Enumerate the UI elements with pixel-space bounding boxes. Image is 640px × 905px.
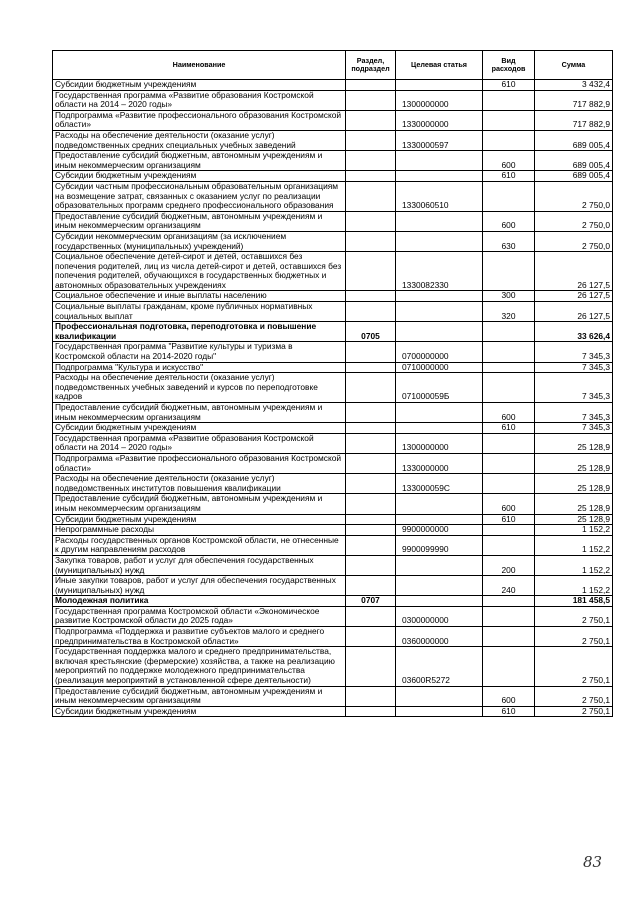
cell-section: 0705	[346, 322, 396, 342]
cell-target	[396, 576, 483, 596]
cell-sum: 26 127,5	[535, 291, 613, 302]
cell-section	[346, 151, 396, 171]
cell-type: 600	[483, 686, 535, 706]
cell-target: 0700000000	[396, 342, 483, 362]
cell-sum: 689 005,4	[535, 151, 613, 171]
cell-name: Подпрограмма «Развитие профессионального образования Костромской области»	[53, 110, 346, 130]
cell-section	[346, 433, 396, 453]
cell-section	[346, 171, 396, 182]
cell-target	[396, 423, 483, 434]
cell-section	[346, 514, 396, 525]
cell-name: Субсидии бюджетным учреждениям	[53, 171, 346, 182]
cell-name: Субсидии бюджетным учреждениям	[53, 514, 346, 525]
cell-section	[346, 555, 396, 575]
cell-type: 610	[483, 80, 535, 91]
cell-type: 320	[483, 302, 535, 322]
cell-section	[346, 423, 396, 434]
cell-type: 630	[483, 231, 535, 251]
cell-section	[346, 130, 396, 150]
cell-type	[483, 362, 535, 373]
cell-target: 1330082330	[396, 252, 483, 291]
cell-name: Расходы на обеспечение деятельности (оказание услуг) подведомственных институтов повышения квалификации	[53, 474, 346, 494]
table-row	[53, 474, 613, 494]
header-sum: Сумма	[535, 51, 613, 80]
cell-sum: 689 005,4	[535, 171, 613, 182]
cell-type	[483, 373, 535, 403]
cell-target: 071000059Б	[396, 373, 483, 403]
table-row	[53, 535, 613, 555]
cell-sum: 1 152,2	[535, 535, 613, 555]
cell-sum: 25 128,9	[535, 514, 613, 525]
header-section: Раздел, подраздел	[346, 51, 396, 80]
table-row	[53, 606, 613, 626]
header-target: Целевая статья	[396, 51, 483, 80]
cell-name: Подпрограмма «Поддержка и развитие субъектов малого и среднего предпринимательства в Костромской области»	[53, 627, 346, 647]
cell-type: 200	[483, 555, 535, 575]
table-row	[53, 627, 613, 647]
cell-section	[346, 291, 396, 302]
cell-target	[396, 231, 483, 251]
cell-section	[346, 373, 396, 403]
cell-target	[396, 686, 483, 706]
cell-target	[396, 151, 483, 171]
cell-name: Молодежная политика	[53, 596, 346, 607]
table-row	[53, 403, 613, 423]
cell-target: 133000059С	[396, 474, 483, 494]
cell-sum: 1 152,2	[535, 555, 613, 575]
cell-target: 1330000000	[396, 453, 483, 473]
header-type: Вид расходов	[483, 51, 535, 80]
cell-name: Субсидии бюджетным учреждениям	[53, 80, 346, 91]
cell-section	[346, 403, 396, 423]
cell-type	[483, 627, 535, 647]
table-row	[53, 423, 613, 434]
cell-type: 610	[483, 171, 535, 182]
table-row	[53, 555, 613, 575]
cell-sum: 7 345,3	[535, 423, 613, 434]
cell-section	[346, 706, 396, 717]
table-row	[53, 362, 613, 373]
cell-sum: 1 152,2	[535, 576, 613, 596]
cell-type	[483, 525, 535, 536]
cell-type	[483, 110, 535, 130]
cell-name: Субсидии частным профессиональным образовательным организациям на возмещение затрат, связанных с оказанием услуг по реализации образовательных программ среднего профессионального образования	[53, 181, 346, 211]
table-row	[53, 90, 613, 110]
cell-target: 1330000000	[396, 110, 483, 130]
cell-sum: 2 750,1	[535, 647, 613, 686]
cell-sum: 25 128,9	[535, 433, 613, 453]
cell-name: Субсидии бюджетным учреждениям	[53, 423, 346, 434]
cell-name: Иные закупки товаров, работ и услуг для обеспечения государственных (муниципальных) нужд	[53, 576, 346, 596]
cell-section	[346, 576, 396, 596]
cell-section	[346, 342, 396, 362]
cell-target	[396, 322, 483, 342]
cell-sum: 26 127,5	[535, 252, 613, 291]
cell-type	[483, 252, 535, 291]
table-row	[53, 514, 613, 525]
cell-name: Расходы на обеспечение деятельности (оказание услуг) подведомственных средних специальных учебных заведений	[53, 130, 346, 150]
header-name: Наименование	[53, 51, 346, 80]
cell-type	[483, 342, 535, 362]
table-row	[53, 151, 613, 171]
cell-target: 0300000000	[396, 606, 483, 626]
cell-sum: 2 750,1	[535, 606, 613, 626]
cell-sum: 2 750,1	[535, 686, 613, 706]
cell-name: Подпрограмма «Развитие профессионального образования Костромской области»	[53, 453, 346, 473]
cell-name: Предоставление субсидий бюджетным, автономным учреждениям и иным некоммерческим организациям	[53, 151, 346, 171]
cell-section	[346, 252, 396, 291]
cell-name: Профессиональная подготовка, переподготовка и повышение квалификации	[53, 322, 346, 342]
cell-sum: 25 128,9	[535, 453, 613, 473]
cell-type	[483, 433, 535, 453]
cell-type	[483, 322, 535, 342]
cell-section	[346, 474, 396, 494]
cell-sum: 7 345,3	[535, 362, 613, 373]
cell-section	[346, 494, 396, 514]
cell-sum: 25 128,9	[535, 474, 613, 494]
page-number: 83	[583, 853, 603, 871]
cell-sum: 2 750,0	[535, 231, 613, 251]
cell-name: Предоставление субсидий бюджетным, автономным учреждениям и иным некоммерческим организациям	[53, 686, 346, 706]
table-row	[53, 171, 613, 182]
cell-sum: 2 750,1	[535, 706, 613, 717]
table-row	[53, 291, 613, 302]
cell-section	[346, 181, 396, 211]
cell-sum: 689 005,4	[535, 130, 613, 150]
cell-target: 9900099990	[396, 535, 483, 555]
cell-type	[483, 181, 535, 211]
cell-sum: 7 345,3	[535, 403, 613, 423]
cell-sum: 717 882,9	[535, 90, 613, 110]
cell-section	[346, 453, 396, 473]
cell-type	[483, 130, 535, 150]
cell-section	[346, 90, 396, 110]
cell-type	[483, 596, 535, 607]
cell-sum: 7 345,3	[535, 342, 613, 362]
cell-target	[396, 291, 483, 302]
cell-name: Непрограммные расходы	[53, 525, 346, 536]
cell-name: Расходы государственных органов Костромской области, не отнесенные к другим направлениям расходов	[53, 535, 346, 555]
cell-name: Подпрограмма "Культура и искусство"	[53, 362, 346, 373]
cell-sum: 717 882,9	[535, 110, 613, 130]
cell-type: 610	[483, 706, 535, 717]
cell-section	[346, 627, 396, 647]
cell-sum: 2 750,0	[535, 211, 613, 231]
cell-name: Социальное обеспечение и иные выплаты населению	[53, 291, 346, 302]
cell-section	[346, 525, 396, 536]
cell-target	[396, 706, 483, 717]
table-row	[53, 453, 613, 473]
table-row	[53, 494, 613, 514]
cell-name: Субсидии некоммерческим организациям (за исключением государственных (муниципальных) учреждений)	[53, 231, 346, 251]
cell-target: 03600R5272	[396, 647, 483, 686]
cell-section: 0707	[346, 596, 396, 607]
cell-name: Предоставление субсидий бюджетным, автономным учреждениям и иным некоммерческим организациям	[53, 211, 346, 231]
table-row	[53, 181, 613, 211]
cell-sum: 26 127,5	[535, 302, 613, 322]
cell-target	[396, 555, 483, 575]
cell-section	[346, 231, 396, 251]
cell-target	[396, 211, 483, 231]
table-row	[53, 686, 613, 706]
cell-target: 1300000000	[396, 90, 483, 110]
cell-type: 610	[483, 423, 535, 434]
budget-table	[52, 50, 613, 717]
cell-target	[396, 494, 483, 514]
cell-target: 0710000000	[396, 362, 483, 373]
table-row	[53, 706, 613, 717]
table-row	[53, 252, 613, 291]
cell-sum: 2 750,1	[535, 627, 613, 647]
table-row	[53, 231, 613, 251]
cell-sum: 2 750,0	[535, 181, 613, 211]
table-row	[53, 130, 613, 150]
table-row	[53, 211, 613, 231]
table-header-row	[53, 51, 613, 80]
cell-type: 240	[483, 576, 535, 596]
cell-target	[396, 302, 483, 322]
cell-target: 0360000000	[396, 627, 483, 647]
cell-sum: 181 458,5	[535, 596, 613, 607]
table-row	[53, 596, 613, 607]
cell-type	[483, 474, 535, 494]
cell-name: Государственная поддержка малого и среднего предпринимательства, включая крестьянские (фермерские) хозяйства, а также на реализацию мероприятий по поддержке молодежного предпринимательства (реализация мероприятий в установленной сфере деятельности)	[53, 647, 346, 686]
cell-sum: 25 128,9	[535, 494, 613, 514]
cell-section	[346, 362, 396, 373]
cell-target: 1330000597	[396, 130, 483, 150]
cell-type: 600	[483, 494, 535, 514]
cell-section	[346, 80, 396, 91]
cell-type	[483, 453, 535, 473]
cell-sum: 3 432,4	[535, 80, 613, 91]
cell-section	[346, 110, 396, 130]
cell-target	[396, 171, 483, 182]
cell-section	[346, 535, 396, 555]
cell-target: 1300000000	[396, 433, 483, 453]
table-row	[53, 525, 613, 536]
cell-sum: 33 626,4	[535, 322, 613, 342]
cell-type	[483, 606, 535, 626]
table-row	[53, 373, 613, 403]
cell-target: 1330060510	[396, 181, 483, 211]
cell-name: Предоставление субсидий бюджетным, автономным учреждениям и иным некоммерческим организациям	[53, 403, 346, 423]
table-row	[53, 342, 613, 362]
cell-target: 9900000000	[396, 525, 483, 536]
cell-name: Государственная программа «Развитие образования Костромской области на 2014 – 2020 годы»	[53, 433, 346, 453]
cell-target	[396, 596, 483, 607]
table-row	[53, 322, 613, 342]
cell-name: Расходы на обеспечение деятельности (оказание услуг) подведомственных учебных заведений и курсов по переподготовке кадров	[53, 373, 346, 403]
cell-type: 600	[483, 403, 535, 423]
table-row	[53, 302, 613, 322]
cell-section	[346, 647, 396, 686]
cell-name: Социальные выплаты гражданам, кроме публичных нормативных социальных выплат	[53, 302, 346, 322]
cell-name: Государственная программа "Развитие культуры и туризма в Костромской области на 2014-2020 годы"	[53, 342, 346, 362]
cell-section	[346, 211, 396, 231]
cell-section	[346, 686, 396, 706]
table-body	[53, 80, 613, 717]
cell-type	[483, 535, 535, 555]
cell-name: Субсидии бюджетным учреждениям	[53, 706, 346, 717]
cell-section	[346, 606, 396, 626]
cell-sum: 1 152,2	[535, 525, 613, 536]
cell-name: Государственная программа «Развитие образования Костромской области на 2014 – 2020 годы»	[53, 90, 346, 110]
cell-name: Предоставление субсидий бюджетным, автономным учреждениям и иным некоммерческим организациям	[53, 494, 346, 514]
cell-name: Закупка товаров, работ и услуг для обеспечения государственных (муниципальных) нужд	[53, 555, 346, 575]
table-row	[53, 433, 613, 453]
cell-type	[483, 90, 535, 110]
table-row	[53, 80, 613, 91]
cell-type: 600	[483, 211, 535, 231]
cell-target	[396, 403, 483, 423]
cell-type	[483, 647, 535, 686]
cell-type: 610	[483, 514, 535, 525]
cell-target	[396, 80, 483, 91]
cell-sum: 7 345,3	[535, 373, 613, 403]
cell-section	[346, 302, 396, 322]
cell-target	[396, 514, 483, 525]
cell-type: 300	[483, 291, 535, 302]
table-row	[53, 110, 613, 130]
cell-type: 600	[483, 151, 535, 171]
cell-name: Социальное обеспечение детей-сирот и детей, оставшихся без попечения родителей, лиц из числа детей-сирот и детей, оставшихся без попечения родителей, обучающихся в государственных бюджетных и автономных образовательных учреждениях	[53, 252, 346, 291]
cell-name: Государственная программа Костромской области «Экономическое развитие Костромской области до 2025 года»	[53, 606, 346, 626]
table-row	[53, 576, 613, 596]
table-row	[53, 647, 613, 686]
